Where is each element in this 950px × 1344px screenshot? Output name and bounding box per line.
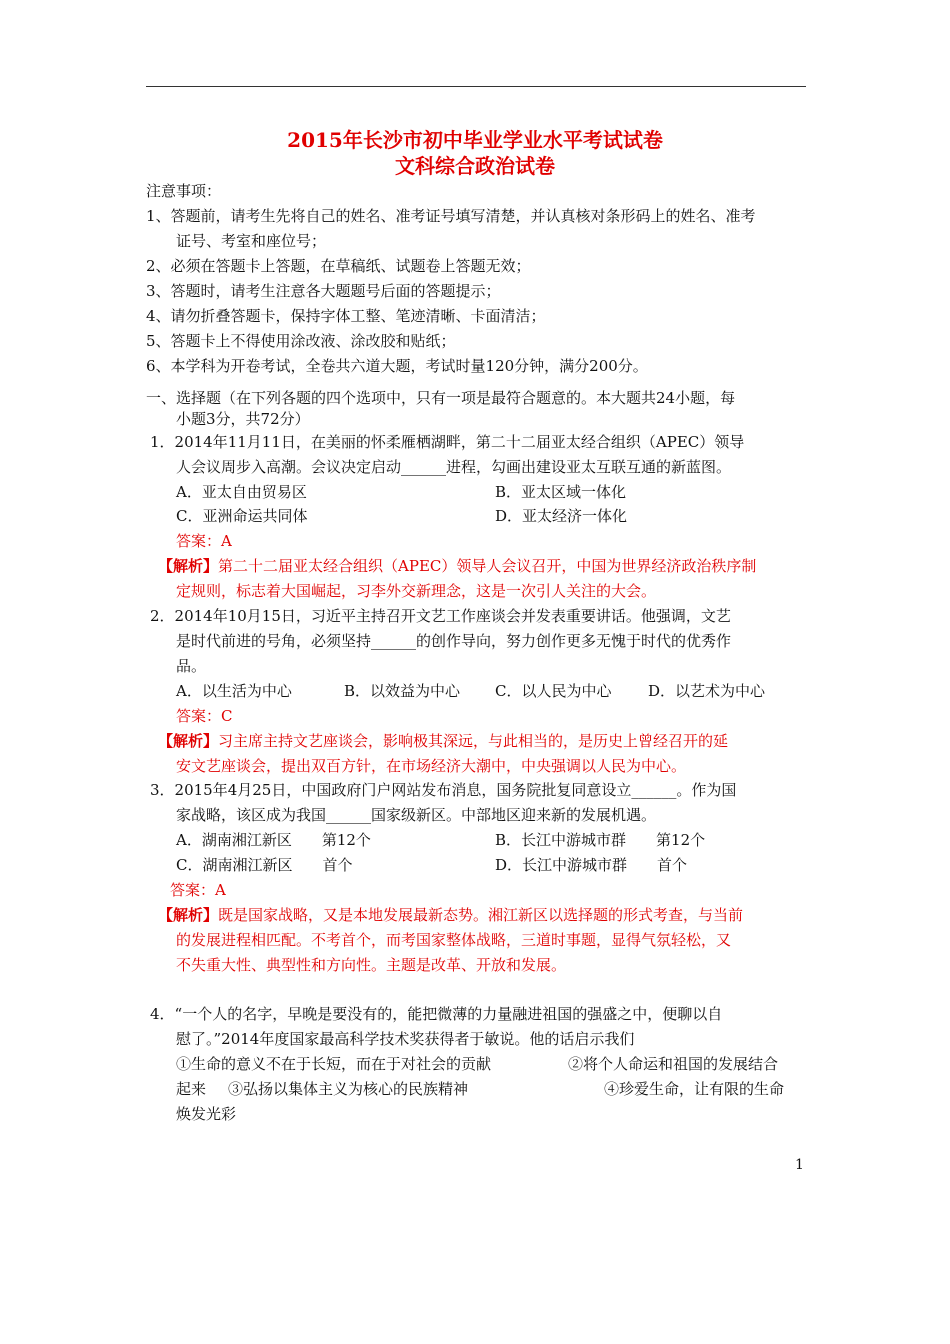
question-1-stem-cont: 人会议周步入高潮。会议决定启动______进程，勾画出建设亚太互联互通的新蓝图。 [176,458,732,476]
question-4-stem-cont: 慰了。”2014年度国家最高科学技术奖获得者于敏说。他的话启示我们 [176,1030,635,1048]
question-3-option-b: B．长江中游城市群 第12个 [495,831,706,849]
header-rule [146,86,806,87]
question-2-option-d: D．以艺术为中心 [648,682,766,700]
question-1-stem: 1．2014年11月11日，在美丽的怀柔雁栖湖畔，第二十二届亚太经合组织（APEC）领导 [150,433,745,451]
notice-item: 6、本学科为开卷考试，全卷共六道大题，考试时量120分钟，满分200分。 [146,357,648,375]
question-3-option-a: A．湖南湘江新区 第12个 [176,831,371,849]
notice-item: 证号、考室和座位号； [176,232,327,250]
exam-subtitle: 文科综合政治试卷 [395,154,555,178]
question-3-option-c: C．湖南湘江新区 首个 [176,856,353,874]
question-1-analysis [158,556,756,576]
question-1-option-c: C．亚洲命运共同体 [176,507,308,525]
question-4-item-2-cont: 起来 [176,1080,207,1098]
question-1-analysis-cont: 定规则，标志着大国崛起，习李外交新理念，这是一次引人关注的大会。 [176,582,657,600]
analysis-text: 第二十二届亚太经合组织（APEC）领导人会议召开，中国为世界经济政治秩序制 [218,557,757,575]
question-2-option-b: B．以效益为中心 [344,682,461,700]
question-1-option-a: A．亚太自由贸易区 [176,483,307,501]
section-heading-cont: 小题3分，共72分） [176,410,310,428]
question-2-stem: 2．2014年10月15日，习近平主持召开文艺工作座谈会并发表重要讲话。他强调，文艺 [150,607,731,625]
question-3-answer: 答案：A [170,881,226,899]
question-1-option-b: B．亚太区域一体化 [495,483,627,501]
analysis-text: 既是国家战略，又是本地发展最新态势。湘江新区以选择题的形式考查，与当前 [218,906,744,924]
analysis-text: 习主席主持文艺座谈会，影响极其深远，与此相当的，是历史上曾经召开的延 [218,732,729,750]
question-3-analysis-cont: 的发展进程相匹配。不考首个，而考国家整体战略，三道时事题，显得气氛轻松，又 [176,931,732,949]
question-4-item-1: ①生命的意义不在于长短，而在于对社会的贡献 [176,1055,492,1073]
question-2-analysis-cont: 安文艺座谈会，提出双百方针，在市场经济大潮中，中央强调以人民为中心。 [176,757,687,775]
question-4-item-4: ④珍爱生命，让有限的生命 [604,1080,785,1098]
question-2-answer: 答案：C [176,707,233,725]
notice-item: 4、请勿折叠答题卡，保持字体工整、笔迹清晰、卡面清洁； [146,307,546,325]
question-2-option-a: A．以生活为中心 [176,682,292,700]
question-1-answer: 答案：A [176,532,232,550]
question-1-option-d: D．亚太经济一体化 [495,507,628,525]
analysis-tag: 【解析】 [158,732,219,750]
question-4-item-3: ③弘扬以集体主义为核心的民族精神 [228,1080,469,1098]
question-4-item-2: ②将个人命运和祖国的发展结合 [568,1055,779,1073]
question-2-stem-cont: 品。 [176,657,207,675]
question-2-option-c: C．以人民为中心 [495,682,612,700]
section-heading: 一、选择题（在下列各题的四个选项中，只有一项是最符合题意的。本大题共24小题，每 [146,389,736,407]
question-3-analysis-cont: 不失重大性、典型性和方向性。主题是改革、开放和发展。 [176,956,567,974]
question-3-option-d: D．长江中游城市群 首个 [495,856,688,874]
question-2-stem-cont: 是时代前进的号角，必须坚持______的创作导向，努力创作更多无愧于时代的优秀作 [176,632,732,650]
analysis-tag: 【解析】 [158,906,219,924]
exam-title: 2015年长沙市初中毕业学业水平考试试卷 [287,128,663,152]
question-4-item-4-cont: 焕发光彩 [176,1105,237,1123]
notice-item: 5、答题卡上不得使用涂改液、涂改胶和贴纸； [146,332,456,350]
question-3-stem: 3．2015年4月25日，中国政府门户网站发布消息，国务院批复同意设立______。作为国 [150,781,737,799]
notice-item: 3、答题时，请考生注意各大题题号后面的答题提示； [146,282,501,300]
notice-item: 1、答题前，请考生先将自己的姓名、准考证号填写清楚，并认真核对条形码上的姓名、准考 [146,207,756,225]
question-3-stem-cont: 家战略，该区成为我国______国家级新区。中部地区迎来新的发展机遇。 [176,806,657,824]
question-2-analysis [158,731,728,751]
notice-heading: 注意事项： [146,182,222,200]
question-3-analysis [158,905,743,925]
page-number: 1 [795,1157,804,1173]
question-4-stem: 4．“一个人的名字，早晚是要没有的，能把微薄的力量融进祖国的强盛之中，便聊以自 [150,1005,723,1023]
analysis-tag: 【解析】 [158,557,219,575]
notice-item: 2、必须在答题卡上答题，在草稿纸、试题卷上答题无效； [146,257,531,275]
